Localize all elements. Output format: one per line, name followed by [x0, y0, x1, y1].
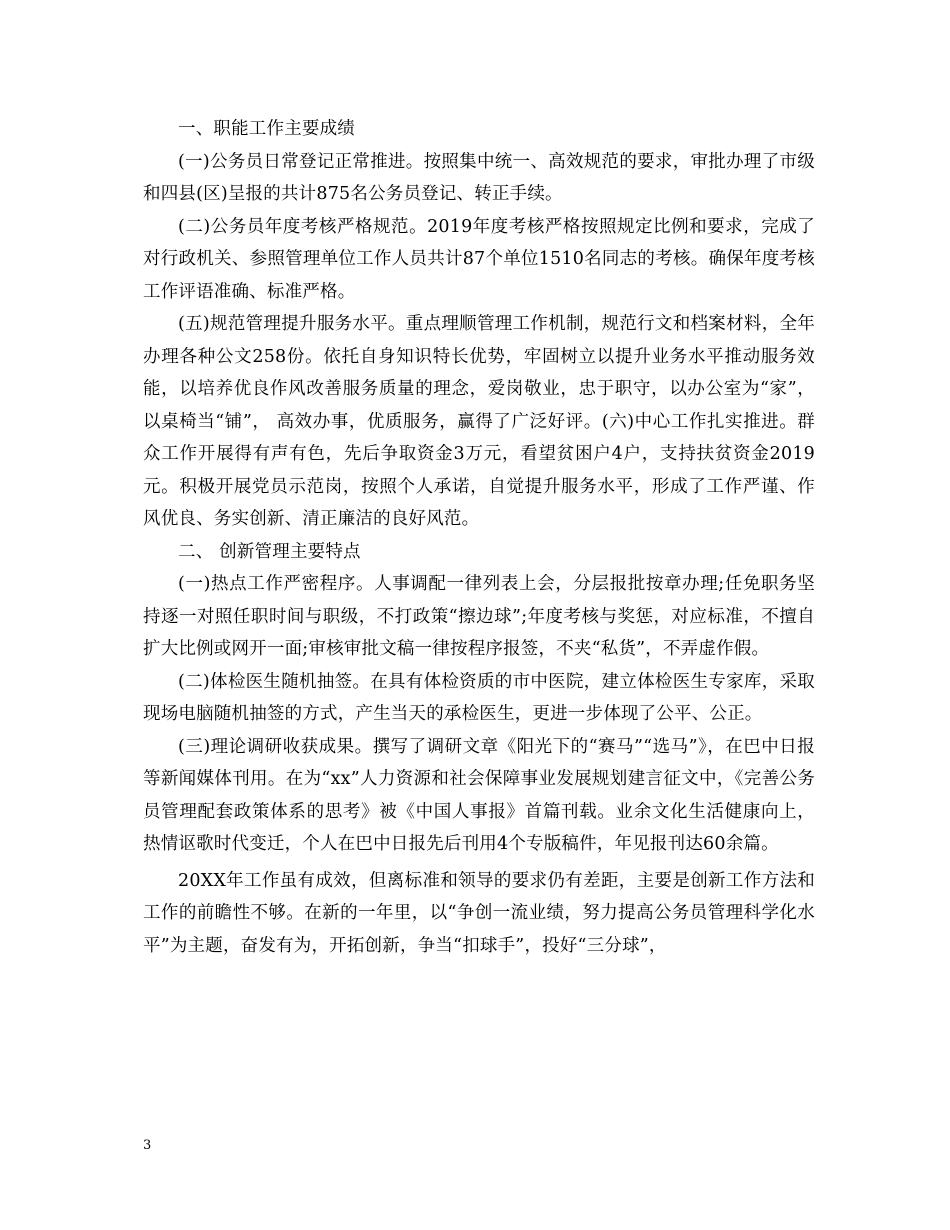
document-body [143, 113, 815, 962]
paragraph-annual-assessment: (二)公务员年度考核严格规范。2019年度考核严格按照规定比例和要求，完成了对行政机关、参照管理单位工作人员共计87个单位1510名同志的考核。确保年度考核工作评语准确、标准严格。 [143, 216, 815, 302]
paragraph-random-doctor: (二)体检医生随机抽签。在具有体检资质的市中医院，建立体检医生专家库，采取现场电脑随机抽签的方式，产生当天的承检医生，更进一步体现了公平、公正。 [143, 671, 815, 724]
paragraph-service-management: (五)规范管理提升服务水平。重点理顺管理工作机制，规范行文和档案材料，全年办理各种公文258份。依托自身知识特长优势，牢固树立以提升业务水平推动服务效能，以培养优良作风改善服务质量的理念，爱岗敬业，忠于职守，以办公室为“家”，以桌椅当“铺”， 高效办事，优质服务，赢得了广泛好评。(六)中心工作扎实推进。群众工作开展得有声有色，先后争取资金3万元，看望贫困户4户，支持扶贫资金2019元。积极开展党员示范岗，按照个人承诺，自觉提升服务水平，形成了工作严谨、作风优良、务实创新、清正廉洁的良好风范。 [143, 314, 815, 529]
paragraph-registration: (一)公务员日常登记正常推进。按照集中统一、高效规范的要求，审批办理了市级和四县(区)呈报的共计875名公务员登记、转正手续。 [143, 151, 815, 204]
page-number: 3 [143, 1138, 152, 1153]
section-heading-2: 二、 创新管理主要特点 [178, 541, 361, 562]
paragraph-research-results: (三)理论调研收获成果。撰写了调研文章《阳光下的“赛马”“选马”》，在巴中日报等新闻媒体刊用。在为“xx”人力资源和社会保障事业发展规划建言征文中，《完善公务员管理配套政策体系的思考》被《中国人事报》首篇刊载。业余文化生活健康向上，热情讴歌时代变迁，个人在巴中日报先后刊用4个专版稿件，年见报刊达60余篇。 [143, 736, 815, 854]
paragraph-strict-procedure: (一)热点工作严密程序。人事调配一律列表上会，分层报批按章办理;任免职务坚持逐一对照任职时间与职级，不打政策“擦边球”;年度考核与奖惩，对应标准，不擅自扩大比例或网开一面;审核审批文稿一律按程序报签，不夹“私货”，不弄虚作假。 [143, 574, 815, 659]
paragraph-summary: 20XX年工作虽有成效，但离标准和领导的要求仍有差距，主要是创新工作方法和工作的前瞻性不够。在新的一年里，以“争创一流业绩，努力提高公务员管理科学化水平”为主题，奋发有为，开拓创新，争当“扣球手”，投好“三分球”， [143, 870, 815, 956]
section-heading-1: 一、职能工作主要成绩 [178, 119, 355, 139]
